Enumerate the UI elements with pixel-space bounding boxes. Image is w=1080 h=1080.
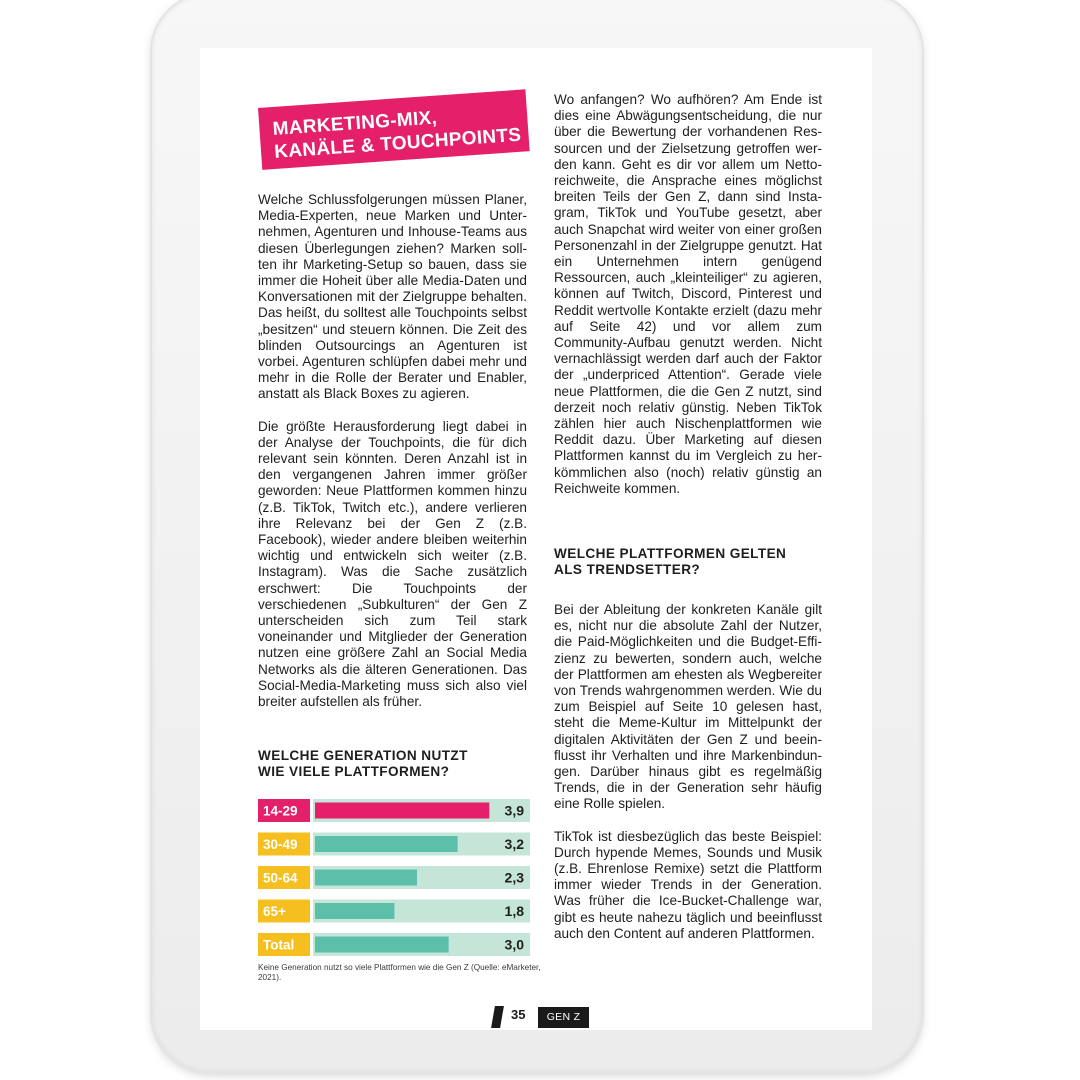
page-number: 35 bbox=[511, 1007, 526, 1022]
value-label: 2,3 bbox=[504, 869, 524, 886]
paragraph: Bei der Ableitung der konkreten Kanäle gilt es, nicht nur die absolute Zahl der Nutzer, die Paid-Möglichkeiten und die Budget-Effizienz zu bewerten, sondern auch, welche der Plattformen am ehesten als Wegbereiter von Trends wahrgenommen werden. Wie du zum Beispiel auf Seite 10 gelesen hast, steht die Meme-Kultur im Mittelpunkt der digitalen Aktivitäten der Gen Z und beeinflusst ihr Verhalten und ihre Markenbindungen. Darüber hinaus gibt es regelmäßig Trends, die in der Generation sehr häufig eine Rolle spielen. bbox=[554, 602, 822, 812]
chart-caption: Keine Generation nutzt so viele Plattformen wie die Gen Z (Quelle: eMarketer, 2021). bbox=[258, 963, 541, 982]
bar bbox=[315, 803, 489, 819]
bar bbox=[315, 937, 449, 953]
category-label: 30-49 bbox=[263, 837, 298, 852]
category-label: 14-29 bbox=[263, 803, 298, 819]
page-screen bbox=[200, 48, 872, 1030]
bar bbox=[315, 836, 458, 852]
value-label: 3,9 bbox=[504, 802, 524, 819]
page-title: MARKETING-MIX, KANÄLE & TOUCHPOINTS bbox=[272, 107, 522, 163]
paragraph: TikTok ist diesbezüglich das beste Beispiel: Durch hypende Memes, Sounds und Musik (z.B. Ehrenlose Remixe) setzt die Plattform immer wieder Trends in der Generation. Was früher die Ice-Bucket-Challenge war, gibt es heute nahezu täglich und beeinflusst auch den Content auf anderen Plattformen. bbox=[554, 828, 822, 941]
paragraph: Welche Schlussfolgerungen müssen Planer, Media-Experten, neue Marken und Unternehmen, Agenturen und Inhouse-Teams aus diesen Überlegungen ziehen? Marken sollten ihr Marketing-Setup so bauen, dass sie immer die Hoheit über alle Media-Daten und Konversationen mit der Zielgruppe behalten. Das heißt, du solltest alle Touchpoints selbst „besitzen“ und steuern können. Die Zeit des blinden Outsourcings an Agenturen ist vorbei. Agenturen schlüpfen dabei mehr und mehr in die Rolle der Berater und Enabler, anstatt als Black Boxes zu agieren. bbox=[258, 192, 527, 402]
left-column bbox=[258, 192, 527, 726]
value-label: 3,2 bbox=[504, 836, 524, 852]
right-column bbox=[554, 92, 822, 513]
bar bbox=[315, 903, 394, 919]
category-label: Total bbox=[263, 937, 295, 953]
value-label: 3,0 bbox=[504, 936, 524, 953]
category-label: 50-64 bbox=[263, 870, 298, 886]
trend-heading: WELCHE PLATTFORMEN GELTEN ALS TRENDSETTER? bbox=[554, 546, 787, 577]
value-label: 1,8 bbox=[504, 903, 524, 919]
bar bbox=[315, 870, 417, 886]
paragraph: Die größte Herausforderung liegt dabei in der Analyse der Touchpoints, die für dich relevant sein könnten. Deren Anzahl ist in den vergangenen Jahren immer größer geworden: Neue Plattformen kommen hinzu (z.B. TikTok, Twitch etc.), andere verlieren ihre Relevanz bei der Gen Z (z.B. Facebook), wieder andere bleiben weiterhin wichtig und entwickeln sich weiter (z.B. Instagram). Was die Sache zusätzlich erschwert: Die Touchpoints der verschiedenen „Subkulturen“ der Gen Z unterscheiden sich zum Teil stark voneinander und Mitglieder der Generation nutzen eine größere Zahl an Social Media Networks als die älteren Generationen. Das Social-Media-Marketing muss sich also viel breiter aufstellen als früher. bbox=[258, 418, 527, 710]
section-label: GEN Z bbox=[538, 1007, 589, 1028]
chart-heading: WELCHE GENERATION NUTZT WIE VIELE PLATTFORMEN? bbox=[258, 748, 468, 779]
right-column-lower bbox=[554, 602, 822, 958]
paragraph: Wo anfangen? Wo aufhören? Am Ende ist dies eine Abwägungsentscheidung, die nur über die Bewertung der vorhandenen Ressourcen und der Zielsetzung getroffen werden kann. Geht es dir vor allem um Nettoreichweite, die Ansprache eines möglichst breiten Teils der Gen Z, dann sind Instagram, TikTok und YouTube gesetzt, aber auch Snapchat wird weiter von einer großen Personenzahl in der Zielgruppe genutzt. Hat ein Unternehmen intern genügend Ressourcen, auch „kleinteiliger“ zu agieren, können auf Twitch, Discord, Pinterest und Reddit wertvolle Kontakte erzielt (dazu mehr auf Seite 42) und vor allem zum Community-Aufbau genutzt werden. Nicht vernachlässigt werden darf auch der Faktor der „underpriced Attention“. Gerade viele neue Plattformen, die die Gen Z nutzt, sind derzeit noch relativ günstig. Neben TikTok zählen hier auch Nischenplattformen wie Reddit dazu. Über Marketing auf diesen Plattformen kannst du im Vergleich zu herkömmlichen also (noch) relativ günstig an Reichweite kommen. bbox=[554, 92, 822, 496]
category-label: 65+ bbox=[263, 904, 286, 919]
